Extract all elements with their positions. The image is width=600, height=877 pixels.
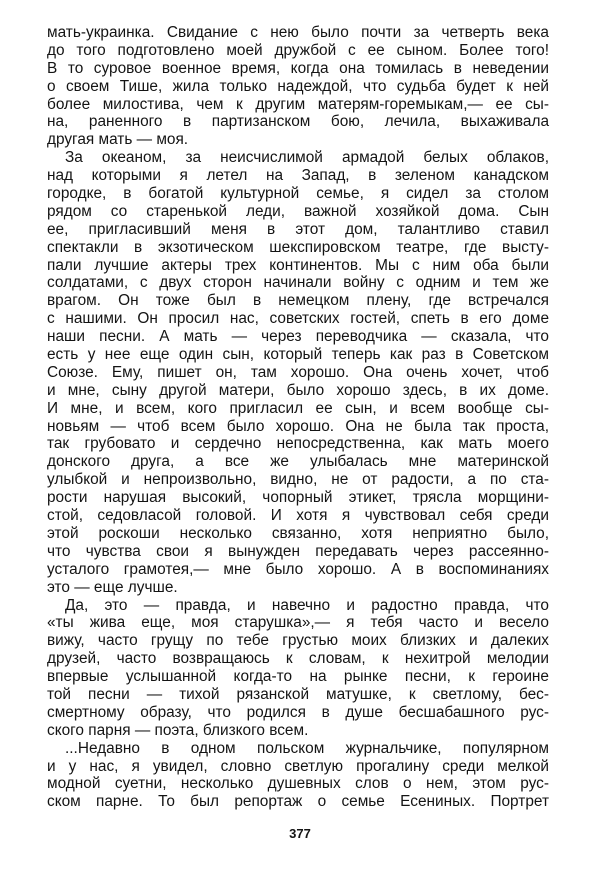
text-line: ее, пригласивший меня в этот дом, талантливо ставил [47,220,549,238]
text-line: другая мать — моя. [47,131,189,149]
text-line: ского парня — поэта, близкого всем. [47,721,309,739]
text-line: городке, в богатой культурной семье, я сидел за столом [47,185,549,203]
text-line: ском парне. То был репортаж о семье Есениных. Портрет [47,793,549,811]
text-line: В то суровое военное время, когда она томилась в неведении [47,59,549,77]
text-line: донского друга, а все же улыбалась мне материнской [47,453,549,471]
text-line: усталого грамотея,— мне было хорошо. А в воспоминаниях [47,560,549,578]
text-line: стой, седовласой головой. И хотя я чувствовал себя среди [47,507,549,525]
paragraph [47,24,549,149]
text-line: так грубовато и сердечно непосредственна, как мать моего [47,435,549,453]
text-line: За океаном, за неисчислимой армадой белых облаков, [65,149,549,167]
text-line: этой роскоши несколько связанно, хотя неприятно было, [47,524,549,542]
paragraph [47,149,549,596]
text-line: пали лучшие актеры трех континентов. Мы с ним оба были [47,256,549,274]
paragraph [47,740,549,812]
text-line: спектакли в экзотическом шекспировском театре, где высту- [47,238,549,256]
text-line: Союзе. Ему, пишет он, там хорошо. Она очень хочет, чтоб [47,363,549,381]
text-line: рости нарушая высокий, чопорный этикет, трясла морщини- [47,489,549,507]
text-line: рядом со старенькой леди, важной хозяйкой дома. Сын [47,202,549,220]
text-line: над которыми я летел на Запад, в зеленом канадском [47,167,549,185]
paragraph [47,597,549,740]
text-line: новьям — чтоб всем было хорошо. Она не была так проста, [47,417,549,435]
text-line: той песни — тихой рязанской матушке, к светлому, бес- [47,685,549,703]
text-line: смертному образу, что родился в душе бесшабашного рус- [47,703,549,721]
text-line: есть у нее еще один сын, который теперь как раз в Советском [47,346,549,364]
text-line: «ты жива еще, моя старушка»,— я тебя часто и весело [47,614,549,632]
text-line: ...Недавно в одном польском журнальчике, популярном [65,739,549,757]
text-line: на, раненного в партизанском бою, лечила, выхаживала [47,113,549,131]
text-line: с нашими. Он просил нас, советских гостей, спеть в его доме [47,310,549,328]
text-line: вижу, часто грущу по тебе грустью моих близких и далеких [47,632,549,650]
text-line: и мне, сыну другой матери, было хорошо здесь, в их доме. [47,381,549,399]
text-line: наши песни. А мать — через переводчика — сказала, что [47,328,549,346]
text-line: модной суетни, несколько душевных слов о нем, этом рус- [47,775,549,793]
text-line: что чувства свои я вынужден передавать через рассеянно- [47,542,549,560]
text-line: более милостива, чем к другим матерям-горемыкам,— ее сы- [47,95,549,113]
text-line: И мне, и всем, кого пригласил ее сын, и всем вообще сы- [47,399,549,417]
text-line: это — еще лучше. [47,578,178,596]
text-line: мать-украинка. Свидание с нею было почти за четверть века [47,24,549,41]
body-text [47,24,549,811]
text-line: впервые услышанной когда-то на рынке песни, к героине [47,668,549,686]
text-line: о своем Тише, жила только надеждой, что судьба будет к ней [47,77,549,95]
text-line: врагом. Он тоже был в немецком плену, где встречался [47,292,549,310]
text-line: до того подготовлено моей дружбой с ее сыном. Более того! [47,41,549,59]
page-number: 377 [289,826,311,841]
text-line: и у нас, я увидел, словно светлую прогалину среди мелкой [47,757,549,775]
text-line: друзей, часто возвращаюсь к словам, к нехитрой мелодии [47,650,549,668]
text-line: солдатами, с двух сторон начинали войну с одним и тем же [47,274,549,292]
text-line: Да, это — правда, и навечно и радостно правда, что [65,596,549,614]
text-line: улыбкой и непроизвольно, видно, не от радости, а по ста- [47,471,549,489]
